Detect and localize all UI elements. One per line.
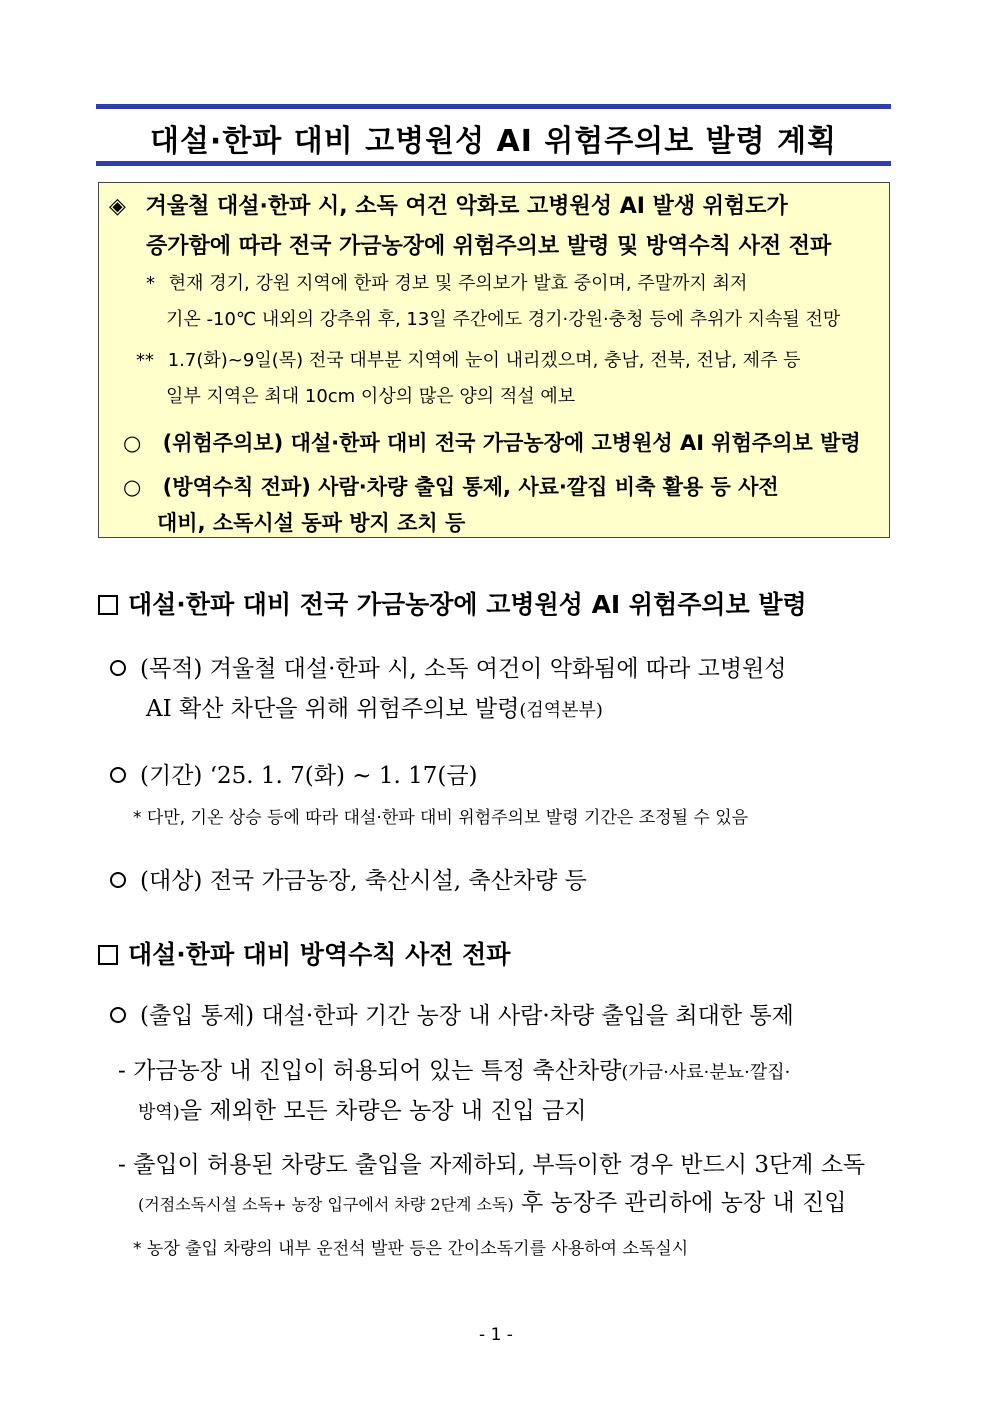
summary-note-2-line-1 <box>136 346 801 372</box>
checkbox-square-icon <box>98 945 118 965</box>
note-mark: ** <box>136 350 154 371</box>
dash-note: * 농장 출입 차량의 내부 운전석 발판 등은 간이소독기를 사용하여 소독실시 <box>133 1239 689 1259</box>
summary-sub-2-line-1 <box>123 471 779 501</box>
section-1-heading <box>98 585 807 621</box>
purpose-text-2: AI 확산 차단을 위해 위험주의보 발령 <box>146 696 520 722</box>
document-title: 대설·한파 대비 고병원성 AI 위험주의보 발령 계획 <box>149 124 838 159</box>
period-line <box>110 757 478 790</box>
circle-bullet-icon: ○ <box>123 475 142 499</box>
summary-sub-2-line-2: 대비, 소독시설 동파 방지 조치 등 <box>157 511 466 535</box>
circle-bullet-icon <box>110 872 126 888</box>
summary-box <box>98 182 890 538</box>
note-mark: * <box>146 273 155 294</box>
dash-1-text-2: 을 제외한 모든 차량은 농장 내 진입 금지 <box>179 1098 587 1124</box>
circle-bullet-icon <box>110 660 126 676</box>
sub-text: (방역수칙 전파) 사람·차량 출입 통제, 사료·깔집 비축 활용 등 사전 <box>162 475 779 499</box>
dash-2-paren: (거점소독시설 소독+ 농장 입구에서 차량 2단계 소독) <box>138 1195 514 1214</box>
dash-2-line-1: - 출입이 허용된 차량도 출입을 자제하되, 부득이한 경우 반드시 3단계 소독 <box>118 1152 866 1178</box>
summary-main-text-1: 겨울철 대설·한파 시, 소독 여건 악화로 고병원성 AI 발생 위험도가 <box>145 194 788 219</box>
dash-1-text: - 가금농장 내 진입이 허용되어 있는 특정 축산차량 <box>118 1058 622 1084</box>
dash-2-text-2: 후 농장주 관리하에 농장 내 진입 <box>513 1190 847 1216</box>
summary-main-line-2: 증가함에 따라 전국 가금농장에 위험주의보 발령 및 방역수칙 사전 전파 <box>146 234 832 259</box>
summary-main-line-1 <box>109 189 788 220</box>
purpose-text: (목적) 겨울철 대설·한파 시, 소독 여건이 악화됨에 따라 고병원성 <box>140 656 787 682</box>
period-text: (기간) ‘25. 1. 7(화) ~ 1. 17(금) <box>140 763 478 789</box>
purpose-line-2 <box>146 690 603 723</box>
summary-note-1-line-1 <box>146 269 747 295</box>
target-text: (대상) 전국 가금농장, 축산시설, 축산차량 등 <box>140 868 587 894</box>
circle-bullet-icon <box>110 767 126 783</box>
sub-text: (위험주의보) 대설·한파 대비 전국 가금농장에 고병원성 AI 위험주의보 발령 <box>162 431 861 455</box>
section-2-heading-text: 대설·한파 대비 방역수칙 사전 전파 <box>128 940 511 969</box>
summary-sub-1 <box>123 427 861 457</box>
control-text: (출입 통제) 대설·한파 기간 농장 내 사람·차량 출입을 최대한 통제 <box>140 1003 794 1029</box>
note-text: 현재 경기, 강원 지역에 한파 경보 및 주의보가 발효 중이며, 주말까지 최저 <box>168 273 748 294</box>
circle-bullet-icon: ○ <box>123 431 142 455</box>
note-text: 1.7(화)~9일(목) 전국 대부분 지역에 눈이 내리겠으며, 충남, 전북, 전남, 제주 등 <box>167 350 801 371</box>
period-note: * 다만, 기온 상승 등에 따라 대설·한파 대비 위험주의보 발령 기간은 조정될 수 있음 <box>133 808 749 828</box>
diamond-bullet-icon: ◈ <box>109 194 126 219</box>
checkbox-square-icon <box>98 595 118 615</box>
dash-1-line-1 <box>118 1052 790 1085</box>
dash-1-paren: (가금·사료·분뇨·깔집· <box>621 1062 791 1083</box>
page-number: - 1 - <box>479 1325 513 1345</box>
section-2-heading <box>98 935 510 971</box>
dash-1-line-2 <box>138 1092 586 1125</box>
dash-1-paren-end: 방역) <box>138 1102 180 1123</box>
section-1-heading-text: 대설·한파 대비 전국 가금농장에 고병원성 AI 위험주의보 발령 <box>128 590 807 619</box>
summary-note-2-line-2: 일부 지역은 최대 10cm 이상의 많은 양의 적설 예보 <box>166 386 576 407</box>
target-line <box>110 862 587 895</box>
title-top-rule <box>96 104 891 109</box>
purpose-suffix: (검역본부) <box>519 700 603 721</box>
dash-2-line-2 <box>138 1184 846 1217</box>
control-line <box>110 997 794 1030</box>
purpose-line-1 <box>110 650 787 683</box>
summary-note-1-line-2: 기온 -10℃ 내외의 강추위 후, 13일 주간에도 경기·강원·충청 등에 추위가 지속될 전망 <box>166 309 841 330</box>
title-bottom-rule <box>96 161 891 166</box>
circle-bullet-icon <box>110 1007 126 1023</box>
title-block <box>96 104 891 166</box>
